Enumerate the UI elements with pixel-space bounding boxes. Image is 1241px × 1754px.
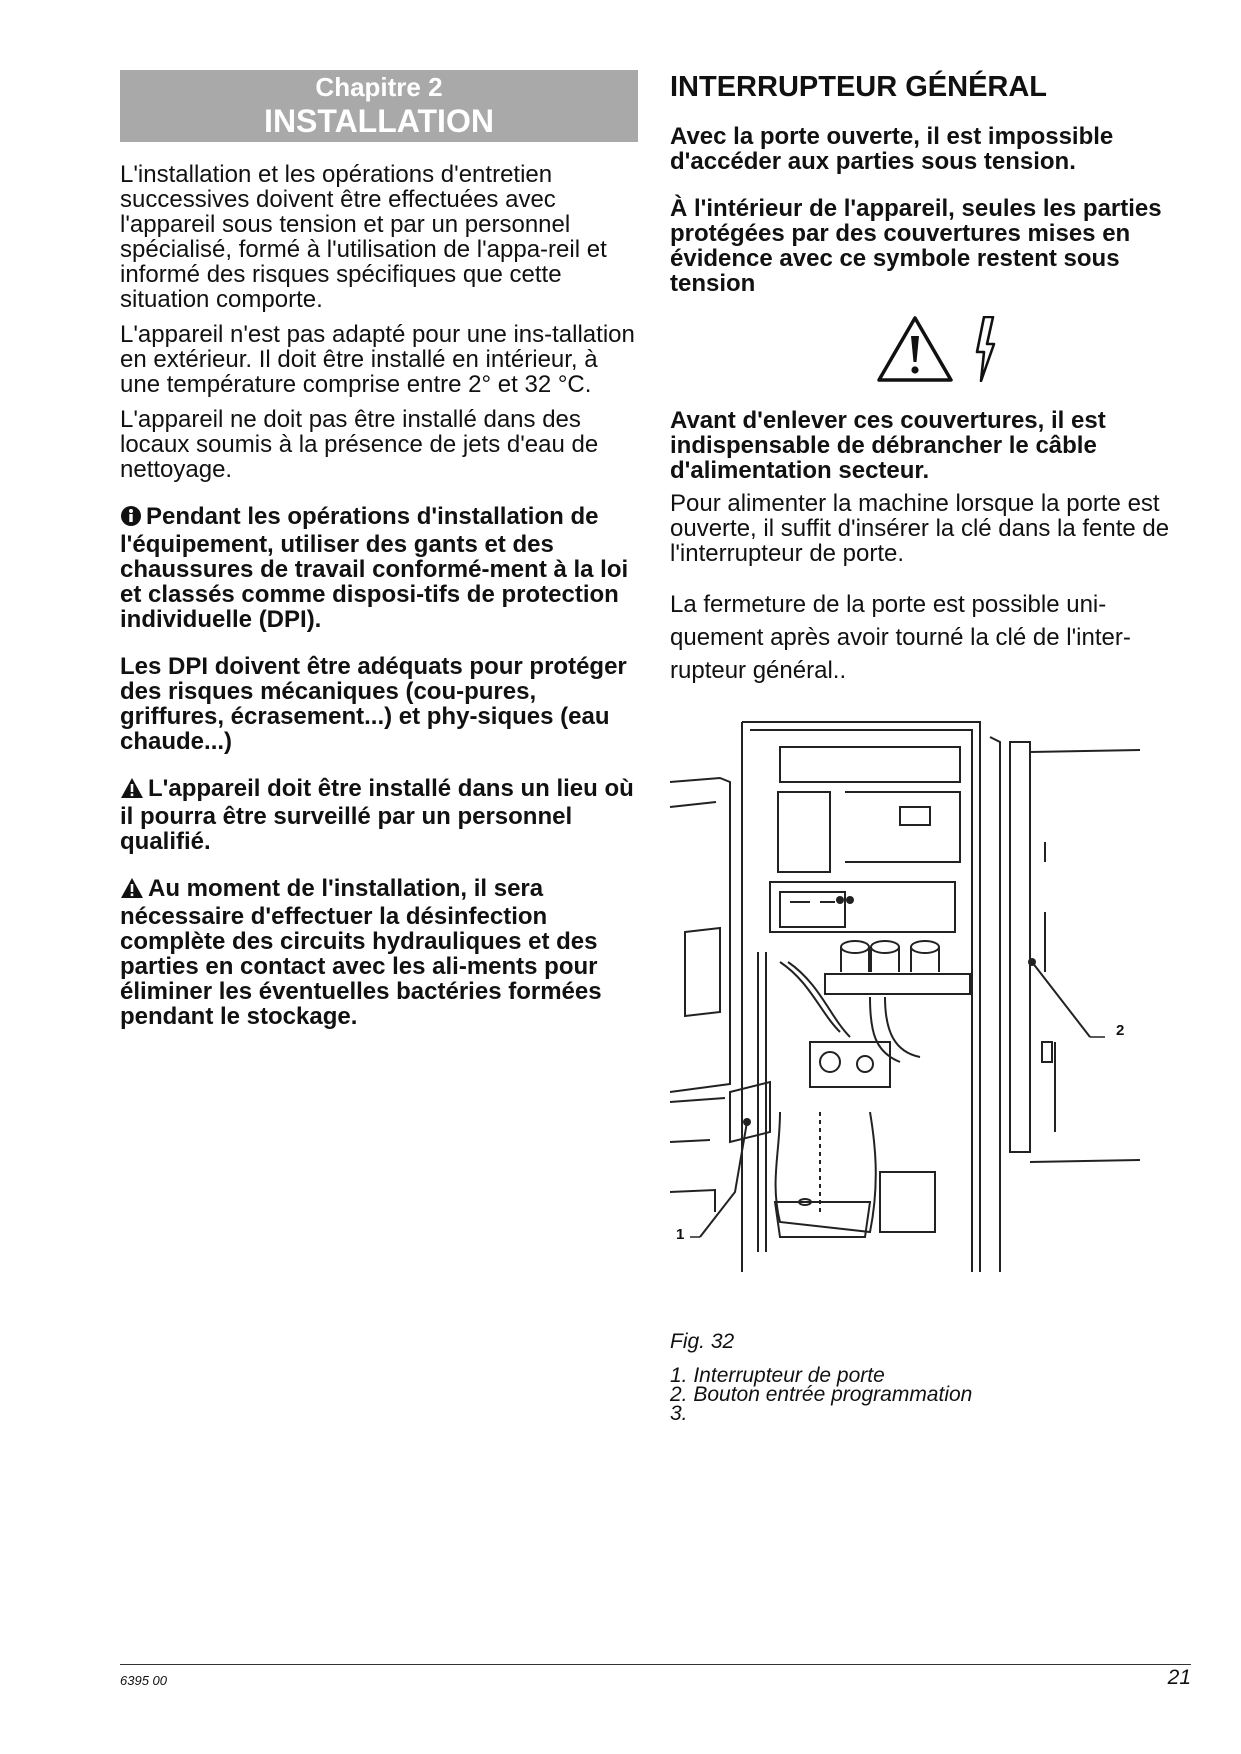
door-close-paragraph: La fermeture de la porte est possible uni-quement après avoir tourné la clé de l'inter-rupteur général..	[670, 591, 1131, 684]
chapter-number: Chapitre 2	[315, 72, 443, 102]
hazard-symbols	[670, 296, 1190, 396]
page-number: 21	[1167, 1666, 1191, 1689]
installation-paragraph: L'installation et les opérations d'entretien successives doivent être effectuées avec l'appareil sous tension et par un personnel spécialisé, formé à l'utilisation de l'appa-reil et informé des risques spécifiques que cette situation comporte.	[120, 161, 607, 313]
protected-parts-note: À l'intérieur de l'appareil, seules les parties protégées par des couvertures mises en évidence avec ce symbole restent sous tension	[670, 195, 1162, 297]
warning-supervision-text: L'appareil doit être installé dans un lieu où il pourra être surveillé par un personnel qualifié.	[120, 775, 634, 855]
warning-disinfection	[120, 876, 638, 1029]
info-note-text: Pendant les opérations d'installation de l'équipement, utiliser des gants et des chaussures de travail conformé-ment à la loi et classés comme disposi-tifs de protection individuelle (DPI).	[120, 503, 629, 633]
figure-title: Fig. 32	[670, 1330, 735, 1353]
high-voltage-icon	[972, 316, 998, 387]
document-code: 6395 00	[120, 1673, 167, 1688]
figure-label-2: 2	[1116, 1022, 1125, 1039]
disconnect-note: Avant d'enlever ces couvertures, il est indispensable de débrancher le câble d'alimentation secteur.	[670, 407, 1106, 484]
warning-supervision	[120, 776, 638, 854]
section-heading: INTERRUPTEUR GÉNÉRAL	[670, 71, 1048, 103]
chapter-title: INSTALLATION	[264, 103, 494, 139]
key-insert-paragraph: Pour alimenter la machine lorsque la porte est ouverte, il suffit d'insérer la clé dans la fente de l'interrupteur de porte.	[670, 490, 1170, 567]
legend-item: 2. Bouton entrée programmation	[670, 1383, 973, 1406]
dpi-note: Les DPI doivent être adéquats pour protéger des risques mécaniques (cou-pures, griffures, écrasement...) et phy-siques (eau chaude...)	[120, 653, 627, 755]
legend-item: 1. Interrupteur de porte	[670, 1364, 885, 1387]
machine-interior-figure	[670, 712, 1140, 1322]
info-icon	[120, 505, 142, 532]
legend-item: 3.	[670, 1402, 688, 1425]
info-note	[120, 504, 638, 632]
figure-legend	[670, 1366, 1170, 1423]
outdoor-paragraph: L'appareil n'est pas adapté pour une ins-tallation en extérieur. Il doit être installé en intérieur, à une température comprise entre 2° et 32 °C.	[120, 321, 635, 398]
footer-divider	[120, 1664, 1191, 1665]
figure-caption	[670, 1330, 1170, 1423]
machine-interior-drawing	[670, 712, 1140, 1322]
right-column	[670, 70, 1190, 687]
warning-triangle-icon	[875, 314, 955, 389]
warning-icon	[120, 877, 144, 904]
figure-label-1: 1	[676, 1226, 685, 1243]
water-jets-paragraph: L'appareil ne doit pas être installé dans des locaux soumis à la présence de jets d'eau de nettoyage.	[120, 406, 599, 483]
left-column	[120, 70, 638, 1051]
chapter-banner	[120, 70, 638, 142]
warning-disinfection-text: Au moment de l'installation, il sera nécessaire d'effectuer la désinfection complète des circuits hydrauliques et des parties en contact avec les ali-ments pour éliminer les éventuelles bactéries formées pendant le stockage.	[120, 875, 602, 1030]
door-open-note: Avec la porte ouverte, il est impossible d'accéder aux parties sous tension.	[670, 123, 1114, 175]
warning-icon	[120, 777, 144, 804]
